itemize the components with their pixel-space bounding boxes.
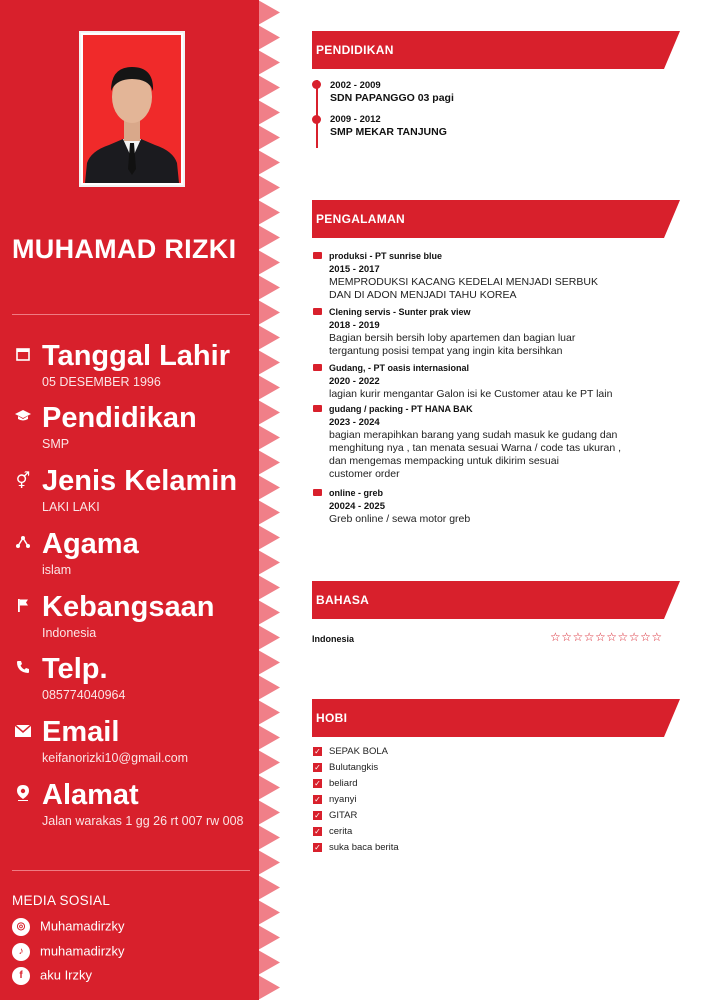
- social-link-instagram[interactable]: [12, 918, 125, 936]
- info-value: islam: [42, 563, 72, 577]
- education-school: SMP MEKAR TANJUNG: [330, 126, 447, 138]
- section-title: BAHASA: [316, 593, 370, 607]
- experience-item: [313, 403, 673, 481]
- hobby-label: Bulutangkis: [329, 762, 379, 773]
- hobby-label: cerita: [329, 826, 353, 837]
- hobby-item: [313, 746, 388, 757]
- instagram-icon: ◎: [12, 918, 30, 936]
- info-value: 085774040964: [42, 688, 126, 702]
- section-header-education: [312, 31, 680, 69]
- section-header-experience: [312, 200, 680, 238]
- hobby-item: [313, 842, 399, 853]
- language-rating-stars: ☆☆☆☆☆☆☆☆☆☆: [550, 630, 663, 644]
- hobby-label: beliard: [329, 778, 358, 789]
- social-link-tiktok[interactable]: [12, 943, 125, 961]
- education-school: SDN PAPANGGO 03 pagi: [330, 92, 454, 104]
- person-silhouette-icon: [83, 35, 181, 183]
- experience-item: [313, 487, 673, 526]
- briefcase-icon: [313, 405, 322, 412]
- briefcase-icon: [313, 308, 322, 315]
- checkbox-checked-icon: ✓: [314, 826, 321, 836]
- hobby-label: GITAR: [329, 810, 358, 821]
- info-value: LAKI LAKI: [42, 500, 100, 514]
- section-header-language: [312, 581, 680, 619]
- hobby-item: [313, 810, 357, 821]
- info-title: Pendidikan: [42, 402, 197, 434]
- facebook-icon: f: [12, 967, 30, 985]
- section-header-hobby: [312, 699, 680, 737]
- info-title: Agama: [42, 528, 139, 560]
- checkbox-checked-icon: ✓: [314, 746, 321, 756]
- experience-desc: menghitung nya , tan menata sesuai Warna / code tas ukuran ,: [329, 442, 622, 454]
- hobby-item: [313, 826, 352, 837]
- experience-years: 2023 - 2024: [329, 417, 380, 428]
- experience-title: Clening servis - Sunter prak view: [329, 307, 471, 317]
- experience-desc: lagian kurir mengantar Galon isi ke Customer atau ke PT lain: [329, 388, 613, 400]
- experience-item: [313, 250, 673, 302]
- experience-desc: MEMPRODUKSI KACANG KEDELAI MENJADI SERBUK: [329, 276, 598, 288]
- briefcase-icon: [313, 489, 322, 496]
- phone-icon: [12, 659, 34, 681]
- info-title: Kebangsaan: [42, 591, 215, 623]
- experience-desc: tergantung posisi tempat yang ingin kita bersihkan: [329, 345, 563, 357]
- experience-item: [313, 306, 673, 358]
- checkbox-checked-icon: ✓: [314, 762, 321, 772]
- info-value: SMP: [42, 437, 70, 451]
- email-icon: [12, 722, 34, 744]
- experience-title: gudang / packing - PT HANA BAK: [329, 404, 473, 414]
- hobby-item: [313, 778, 358, 789]
- experience-desc: bagian merapihkan barang yang sudah masuk ke gudang dan: [329, 429, 618, 441]
- graduation-cap-icon: [12, 408, 34, 430]
- gender-icon: ⚥: [15, 473, 31, 490]
- person-name: MUHAMAD RIZKI: [12, 234, 237, 264]
- language-name: Indonesia: [312, 634, 355, 644]
- experience-desc: customer order: [329, 468, 400, 480]
- experience-title: produksi - PT sunrise blue: [329, 251, 443, 261]
- experience-years: 2018 - 2019: [329, 320, 380, 331]
- social-label: muhamadirzky: [40, 943, 125, 959]
- timeline-line: [316, 80, 318, 148]
- experience-years: 20024 - 2025: [329, 501, 385, 512]
- section-title: HOBI: [316, 711, 348, 725]
- info-title: Email: [42, 716, 120, 748]
- info-title: Jenis Kelamin: [42, 465, 238, 497]
- location-pin-icon: [12, 785, 34, 807]
- info-title: Tanggal Lahir: [42, 340, 230, 372]
- hobby-label: suka baca berita: [329, 842, 399, 853]
- calendar-icon: [12, 346, 34, 368]
- education-years: 2002 - 2009: [330, 80, 381, 91]
- flag-icon: [12, 597, 34, 619]
- experience-desc: Greb online / sewa motor greb: [329, 513, 471, 525]
- social-label: Muhamadirzky: [40, 918, 125, 934]
- tiktok-icon: ♪: [12, 943, 30, 961]
- education-item: [330, 114, 447, 138]
- checkbox-checked-icon: ✓: [314, 810, 321, 820]
- experience-desc: dan mengemas mempacking untuk dikirim sesuai: [329, 455, 559, 467]
- social-label: aku Irzky: [40, 967, 93, 983]
- experience-item: [313, 362, 673, 401]
- info-title: Alamat: [42, 779, 139, 811]
- hobby-label: nyanyi: [329, 794, 357, 805]
- timeline-dot: [312, 115, 321, 124]
- info-title: Telp.: [42, 653, 108, 685]
- sidebar-divider: [12, 314, 258, 315]
- hobby-label: SEPAK BOLA: [329, 746, 388, 757]
- checkbox-checked-icon: ✓: [314, 794, 321, 804]
- hobby-item: [313, 794, 356, 805]
- info-value: 05 DESEMBER 1996: [42, 375, 161, 389]
- education-item: [330, 80, 454, 104]
- briefcase-icon: [313, 364, 322, 371]
- sidebar: [0, 0, 258, 1000]
- social-link-facebook[interactable]: [12, 967, 92, 985]
- briefcase-icon: [313, 252, 322, 259]
- checkbox-checked-icon: ✓: [314, 778, 321, 788]
- timeline-dot: [312, 80, 321, 89]
- zigzag-border: [250, 0, 290, 1000]
- education-years: 2009 - 2012: [330, 114, 381, 125]
- hobby-item: [313, 762, 378, 773]
- experience-years: 2020 - 2022: [329, 376, 380, 387]
- experience-desc: DAN DI ADON MENJADI TAHU KOREA: [329, 289, 517, 301]
- media-section-title: MEDIA SOSIAL: [12, 893, 111, 908]
- section-title: PENGALAMAN: [316, 212, 405, 226]
- experience-desc: Bagian bersih bersih loby apartemen dan bagian luar: [329, 332, 576, 344]
- checkbox-checked-icon: ✓: [314, 842, 321, 852]
- sidebar-divider: [12, 870, 258, 871]
- info-value: keifanorizki10@gmail.com: [42, 751, 189, 765]
- experience-years: 2015 - 2017: [329, 264, 380, 275]
- network-icon: [12, 534, 34, 556]
- experience-title: online - greb: [329, 488, 383, 498]
- section-title: PENDIDIKAN: [316, 43, 394, 57]
- info-value: Indonesia: [42, 626, 97, 640]
- info-value: Jalan warakas 1 gg 26 rt 007 rw 008: [42, 814, 244, 828]
- photo-background: [83, 35, 181, 183]
- profile-photo: [79, 31, 185, 187]
- experience-title: Gudang, - PT oasis internasional: [329, 363, 470, 373]
